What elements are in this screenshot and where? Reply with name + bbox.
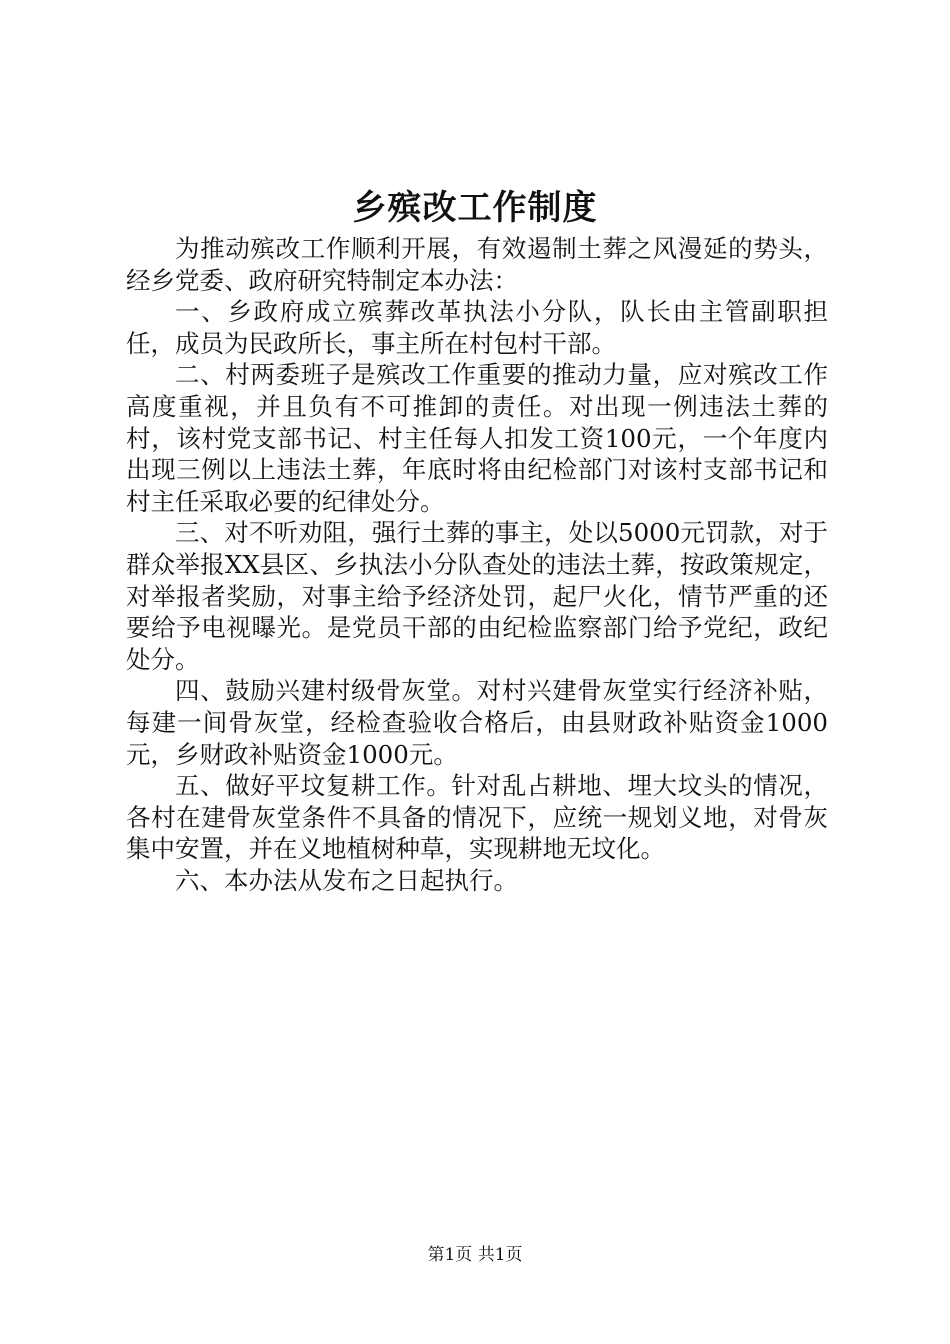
- paragraph-item-4: 四、鼓励兴建村级骨灰堂。对村兴建骨灰堂实行经济补贴，每建一间骨灰堂，经检查验收合格后，由县财政补贴资金1000元，乡财政补贴资金1000元。: [126, 676, 828, 769]
- paragraph-item-3: 三、对不听劝阻，强行土葬的事主，处以5000元罚款，对于群众举报XX县区、乡执法小分队查处的违法土葬，按政策规定，对举报者奖励，对事主给予经济处罚，起尸火化，情节严重的还要给予电视曝光。是党员干部的由纪检监察部门给予党纪，政纪处分。: [126, 518, 828, 674]
- page-footer: 第1页 共1页: [427, 1245, 523, 1265]
- document-title: 乡殡改工作制度: [352, 188, 598, 228]
- document-body: [126, 233, 828, 896]
- paragraph-item-6: 六、本办法从发布之日起执行。: [175, 865, 518, 895]
- paragraph-intro: 为推动殡改工作顺利开展，有效遏制土葬之风漫延的势头，经乡党委、政府研究特制定本办法：: [126, 234, 828, 295]
- paragraph-item-2: 二、村两委班子是殡改工作重要的推动力量，应对殡改工作高度重视，并且负有不可推卸的责任。对出现一例违法土葬的村，该村党支部书记、村主任每人扣发工资100元，一个年度内出现三例以上违法土葬，年底时将由纪检部门对该村支部书记和村主任采取必要的纪律处分。: [126, 360, 828, 516]
- paragraph-item-5: 五、做好平坟复耕工作。针对乱占耕地、埋大坟头的情况，各村在建骨灰堂条件不具备的情况下，应统一规划义地，对骨灰集中安置，并在义地植树种草，实现耕地无坟化。: [126, 771, 828, 864]
- paragraph-item-1: 一、乡政府成立殡葬改革执法小分队，队长由主管副职担任，成员为民政所长，事主所在村包村干部。: [126, 297, 828, 358]
